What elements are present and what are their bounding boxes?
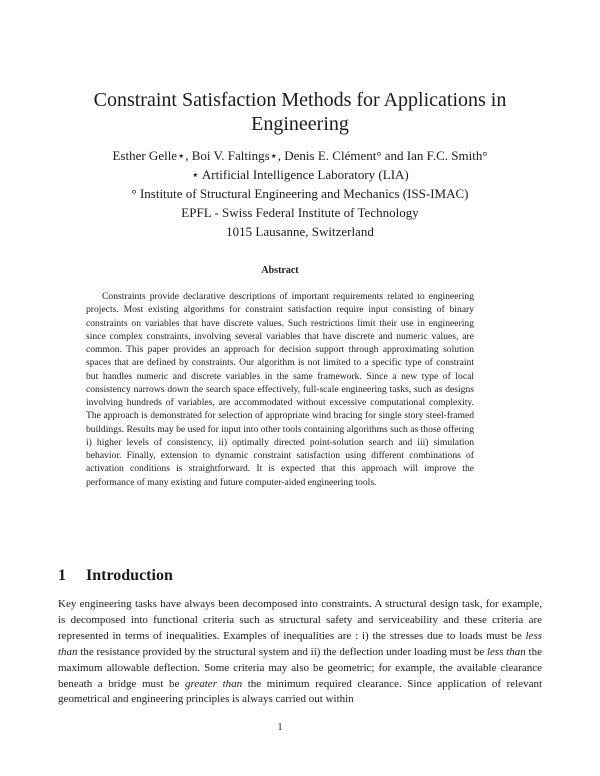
- abstract-text: Constraints provide declarative descriptions of important requirements related to engineering projects. Most existing algorithms for constraint satisfaction require input consisting of binary constraints on variables that have discrete values. Such restrictions limit their use in engineering since complex constraints, involving several variables that have discrete and numeric values, are common. This paper provides an approach for decision support through approximating solution spaces that are defined by constraints. Our algorithm is not limited to a specific type of constraint but handles numeric and discrete variables in the same framework. Since a new type of local consistency narrows down the search space effectively, full-scale engineering tasks, such as designs involving hundreds of variables, are accommodated without excessive computational complexity. The approach is demonstrated for selection of appropriate wind bracing for single story steel-framed buildings. Results may be used for input into other tools containing algorithms such as those offering i) higher levels of consistency, ii) optimally directed point-solution search and iii) simulation behavior. Finally, extension to dynamic constraint satisfaction using different combinations of activation conditions is straightforward. It is expected that this approach will improve the performance of many existing and future computer-aided engineering tools.: [86, 291, 474, 488]
- intro-emphasis-3: greater than: [185, 677, 243, 690]
- intro-emphasis-2: less than: [486, 645, 526, 658]
- author-block: [20, 146, 580, 241]
- address: 1015 Lausanne, Switzerland: [226, 224, 374, 239]
- affiliation-lia: ⋆ Artificial Intelligence Laboratory (LIA): [191, 167, 409, 182]
- intro-emphasis-1: less than: [58, 629, 542, 658]
- page-number: 1: [277, 722, 283, 733]
- section-number: 1: [58, 567, 66, 585]
- intro-text-1: Key engineering tasks have always been decomposed into constraints. A structural design task, for example, is decomposed into functional criteria such as structural safety and serviceability and these criteria are represented in terms of inequalities. Examples of inequalities are : i) the stresses due to loads must be: [58, 598, 542, 642]
- abstract-heading: Abstract: [261, 265, 299, 276]
- institution: EPFL - Swiss Federal Institute of Technology: [181, 205, 419, 220]
- paper-title: [40, 88, 560, 136]
- title-line-2: Engineering: [251, 113, 349, 136]
- affiliation-iss-imac: ° Institute of Structural Engineering and Mechanics (ISS-IMAC): [131, 186, 469, 201]
- title-line-1: Constraint Satisfaction Methods for Applications in: [93, 89, 507, 112]
- intro-text-2: the resistance provided by the structural system and ii) the deflection under loading must be: [77, 645, 487, 658]
- intro-text-3: the maximum allowable deflection. Some criteria may also be geometric; for example, the available clearance beneath a bridge must be: [58, 645, 542, 690]
- section-heading: [58, 566, 538, 586]
- author-names: Esther Gelle⋆, Boi V. Faltings⋆, Denis E. Clément° and Ian F.C. Smith°: [112, 148, 488, 163]
- intro-paragraph: [58, 597, 542, 708]
- section-title: Introduction: [86, 567, 173, 585]
- intro-text-4: the minimum required clearance. Since application of relevant geometrical and engineering principles is always carried out within: [58, 677, 543, 706]
